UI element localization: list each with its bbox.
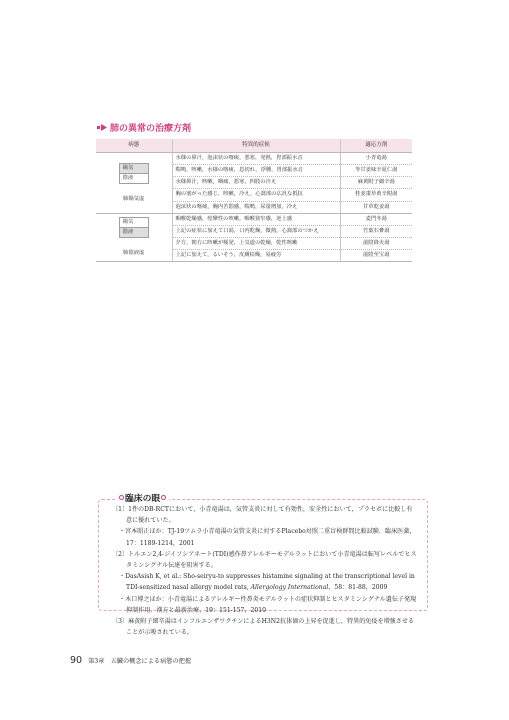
page-footer [70,655,191,666]
yang-yin-badge [119,163,149,184]
clinical-title [116,491,169,504]
prescription-cell: 滋陰降火湯 [340,237,412,249]
citation-journal: Allergology International [250,584,329,592]
citation [112,571,417,593]
table-header-row [96,139,412,153]
symptom-cell: 泡沫状の喀痰，胸内苦悶感，喘鳴，尿量増加，冷え [172,201,340,213]
prescription-cell: 甘草乾姜湯 [340,201,412,213]
disease-name: 肺陰液虚 [123,250,145,257]
badge-yin: 陰液 [119,228,149,238]
header-prescription: 適応方剤 [340,139,412,153]
badge-yin: 陰液 [119,174,149,184]
prescription-cell: 桂姜棗草黄辛附湯 [340,189,412,201]
treatment-table [96,139,412,262]
yang-yin-badge [119,217,149,238]
symptom-cell: 夕方，朝方に咳嗽が頻発，上気道の乾燥，乾性咳嗽 [172,237,340,249]
prescription-cell: 麻黄附子細辛湯 [340,177,412,189]
table-row [96,153,412,165]
badge-yang: 陽気 [119,217,149,228]
section-title [97,121,191,134]
arrow-right-icon [97,124,107,131]
disease-cell-yang-deficiency [96,153,172,214]
prescription-cell: 麦門冬湯 [340,213,412,225]
clinical-title-text: 臨床の眼 [125,494,161,504]
prescription-cell: 苓甘姜味辛夏仁湯 [340,165,412,177]
symptom-cell: 上記の症状に加えて口渇，口内乾燥，微熱，心窩部のつかえ [172,225,340,237]
reference-item: 〔1〕1件のDB-RCTにおいて，小青竜湯は，気管支炎に対して有効性，安全性において，プラセボに比較し有意に優れていた。 [112,506,413,525]
section-title-text: 肺の異常の治療方剤 [110,124,192,134]
citation-tail: ，58：81-88，2009 [328,584,388,592]
ring-icon [119,495,124,500]
badge-yang: 陽気 [119,163,149,174]
citation: ・木口博之ほか：小青竜湯によるアレルギー性鼻炎モデルラットの症状抑制とヒスタミンシグナル遺伝子発現抑制作用．漢方と最新治療，19：151-157，2010 [119,595,417,614]
symptom-cell: 胸の塞がった感じ，咳嗽，冷え，心窩部の広汎な抵抗 [172,189,340,201]
symptom-cell: 上記に加えて，るいそう，皮膚枯燥，易疲労 [172,250,340,262]
prescription-cell: 小青竜湯 [340,153,412,165]
symptom-cell: 喘鳴，咳嗽，水様の喀痰，息切れ，浮腫，胃部振水音 [172,165,340,177]
prescription-cell: 滋陰至宝湯 [340,250,412,262]
header-disease: 病態 [96,139,172,153]
chapter-title: 第3章 五臓の概念による病態の把握 [88,658,192,665]
disease-cell-yin-deficiency [96,213,172,262]
page-number: 90 [70,655,83,666]
clinical-body [112,504,417,638]
prescription-cell: 竹葉石膏湯 [340,225,412,237]
header-symptom: 特異的症候 [172,139,340,153]
symptom-cell: 咽喉乾燥感，痙攣性の咳嗽，咽喉狭窄感，逆上感 [172,213,340,225]
ring-icon [161,495,166,500]
reference-item: 〔3〕麻黄附子細辛湯はインフルエンザワクチンによるH3N2抗体価の上昇を促進し，特異的免疫を増強させることが示唆されている。 [112,618,415,637]
symptom-cell: 水様の鼻汁，泡沫状の喀痰，悪寒，発熱，胃部振水音 [172,153,340,165]
citation-text: ・DasAsish K, et al.: Sho-seiryu-to suppresses histamine signaling at the transcriptional level in TDI-sensitized nasal allergy model rats, [119,573,415,592]
table-row [96,213,412,225]
reference-item: 〔2〕トルエン2,4-ジイソシアネート(TDI)感作鼻アレルギーモデルラットにおいて小青竜湯は転写レベルでヒスタミンシグナル伝達を阻害する。 [112,550,417,570]
symptom-cell: 水様鼻汁，咳嗽，咽痛，悪寒，四肢の冷え [172,177,340,189]
citation: ・宮本昭正ほか：TJ-19ツムラ小青竜湯の気管支炎に対するPlacebo対照二重盲検群間比較試験．臨床医薬，17：1189-1214，2001 [119,528,416,547]
disease-name: 肺陽気虚 [123,195,145,202]
